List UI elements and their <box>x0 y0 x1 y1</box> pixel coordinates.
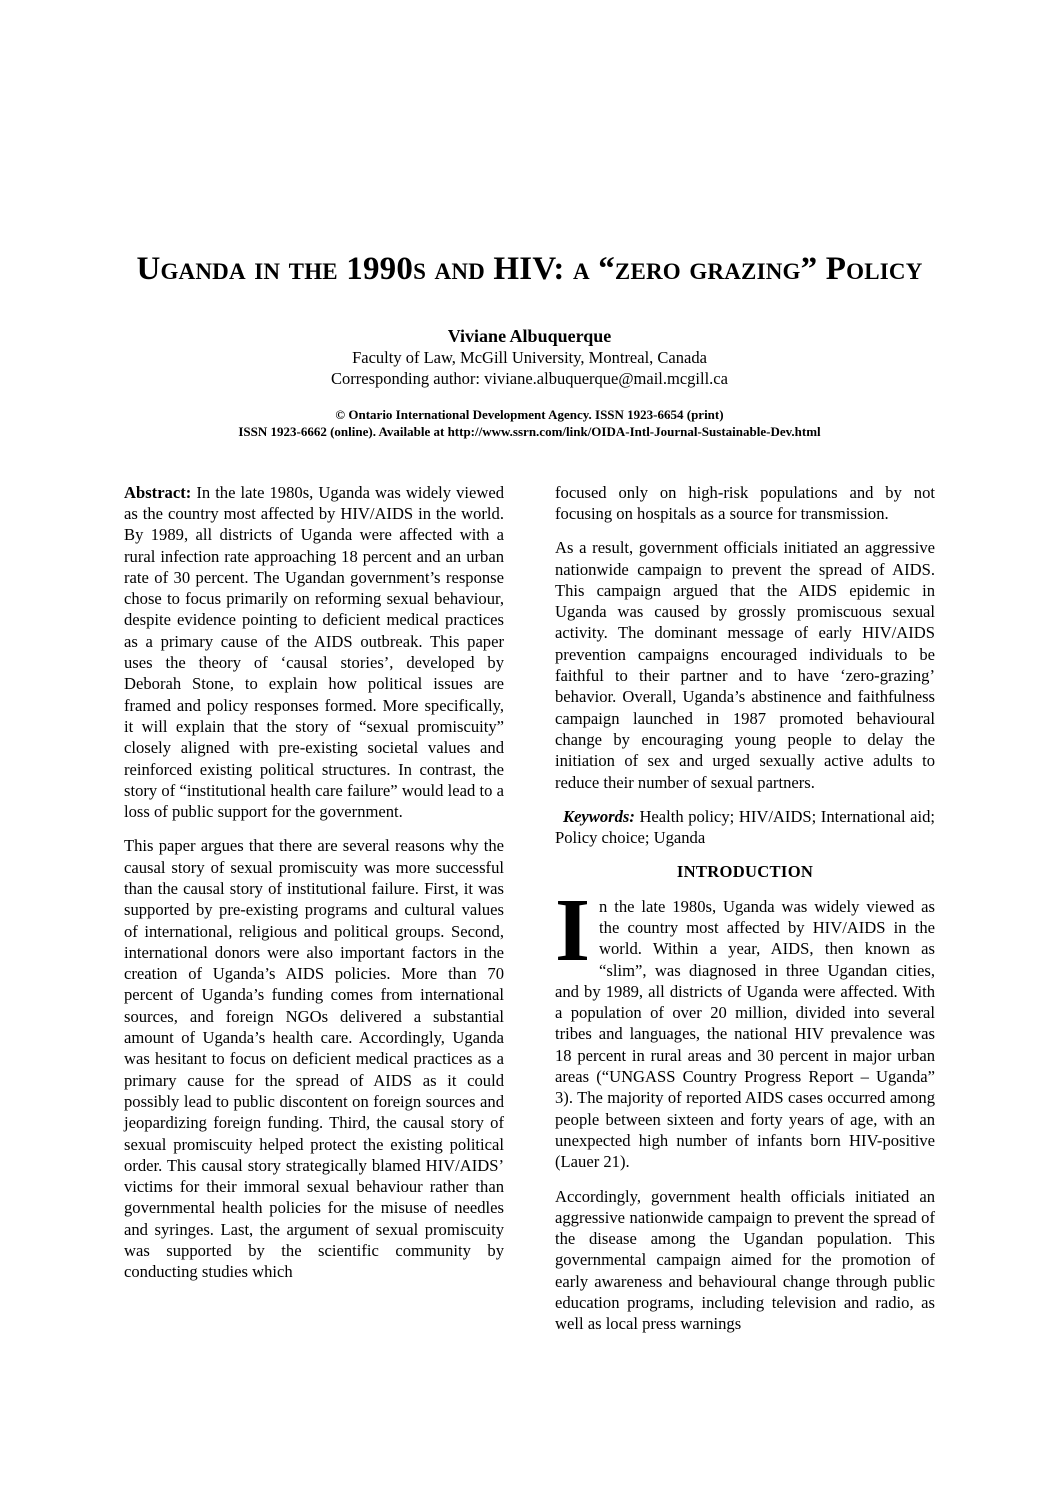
imprint-line-1: © Ontario International Development Agency. ISSN 1923-6654 (print) <box>335 406 724 422</box>
intro-paragraph-2: Accordingly, government health officials initiated an aggressive nationwide campaign to prevent the spread of the disease among the Ugandan population. This governmental campaign aimed for the promotion of early awareness and behavioural change through public education programs, including television and radio, as well as local press warnings <box>555 1186 935 1334</box>
intro-paragraph-1-text: n the late 1980s, Uganda was widely viewed as the country most affected by HIV/AIDS in the world. Within a year, AIDS, then known as “slim”, was diagnosed in three Ugandan cities, and by 1989, all districts of Uganda were affected. With a population of over 20 million, divided into several tribes and languages, the national HIV prevalence was 18 percent in rural areas and 30 percent in major urban areas (“UNGASS Country Progress Report – Uganda” 3). The majority of reported AIDS cases occurred among people between sixteen and forty years of age, with an unexpected high number of infants born HIV-positive (Lauer 21). <box>555 896 935 1172</box>
introduction-heading: INTRODUCTION <box>676 862 814 882</box>
drop-cap: I <box>555 880 591 980</box>
imprint-line-2: ISSN 1923-6662 (online). Available at http://www.ssrn.com/link/OIDA-Intl-Journal-Sustainable-Dev.html <box>238 424 821 440</box>
left-column <box>124 482 504 1348</box>
two-column-body <box>124 482 935 1348</box>
imprint-block <box>124 406 935 441</box>
author-block <box>124 325 935 389</box>
author-name: Viviane Albuquerque <box>447 325 612 346</box>
continuation-paragraph: focused only on high-risk populations and by not focusing on hospitals as a source for transmission. <box>555 482 935 523</box>
keywords-text: Health policy; HIV/AIDS; International aid; Policy choice; Uganda <box>555 806 935 848</box>
argument-paragraph: This paper argues that there are several reasons why the causal story of sexual promiscuity was more successful than the causal story of institutional failure. First, it was supported by pre-existing programs and cultural values of international, religious and political groups. Second, international donors were also important factors in the creation of Uganda’s AIDS policies. More than 70 percent of Uganda’s funding comes from international sources, and foreign NGOs delivered a substantial amount of Uganda’s health care. Accordingly, Uganda was hesitant to focus on deficient medical practices as a primary cause for the spread of AIDS as it could possibly lead to public discontent on foreign sources and jeopardizing foreign funding. Third, the causal story of sexual promiscuity helped protect the existing political order. This causal story strategically blamed HIV/AIDS’ victims for their immoral sexual behaviour rather than governmental health policies for the misuse of needles and syringes. Last, the argument of sexual promiscuity was supported by the scientific community by conducting studies which <box>124 836 504 1282</box>
abstract-paragraph <box>124 482 504 823</box>
intro-paragraph-1 <box>555 880 935 1173</box>
campaign-paragraph: As a result, government officials initiated an aggressive nationwide campaign to prevent the spread of AIDS. This campaign argued that the AIDS epidemic in Uganda was caused by grossly promiscuous sexual activity. The dominant message of early HIV/AIDS prevention campaigns encouraged individuals to be faithful to their partner and to have ‘zero-grazing’ behavior. Overall, Uganda’s abstinence and faithfulness campaign launched in 1987 promoted behavioural change by encouraging young people to delay the initiation of sex and urged sexually active adults to reduce their number of sexual partners. <box>555 538 935 792</box>
author-affiliation: Faculty of Law, McGill University, Montreal, Canada <box>352 347 707 367</box>
abstract-label: Abstract: <box>124 482 192 502</box>
paper-title: Uganda in the 1990s and HIV: a “zero grazing” Policy <box>136 251 923 287</box>
keywords-paragraph <box>555 806 935 849</box>
corresponding-author: Corresponding author: viviane.albuquerque@mail.mcgill.ca <box>331 368 728 388</box>
abstract-text: In the late 1980s, Uganda was widely viewed as the country most affected by HIV/AIDS in the world. By 1989, all districts of Uganda were affected with a rural infection rate approaching 18 percent and an urban rate of 30 percent. The Ugandan government’s response chose to focus primarily on reforming sexual behaviour, despite evidence pointing to deficient medical practices as a primary cause of the AIDS outbreak. This paper uses the theory of ‘causal stories’, developed by Deborah Stone, to explain how political issues are framed and policy responses formed. More specifically, it will explain that the story of “sexual promiscuity” closely aligned with pre-existing societal values and reinforced existing political structures. In contrast, the story of “institutional health care failure” would lead to a loss of public support for the government. <box>124 482 504 822</box>
keywords-label: Keywords: <box>563 806 635 826</box>
right-column <box>555 482 935 1348</box>
